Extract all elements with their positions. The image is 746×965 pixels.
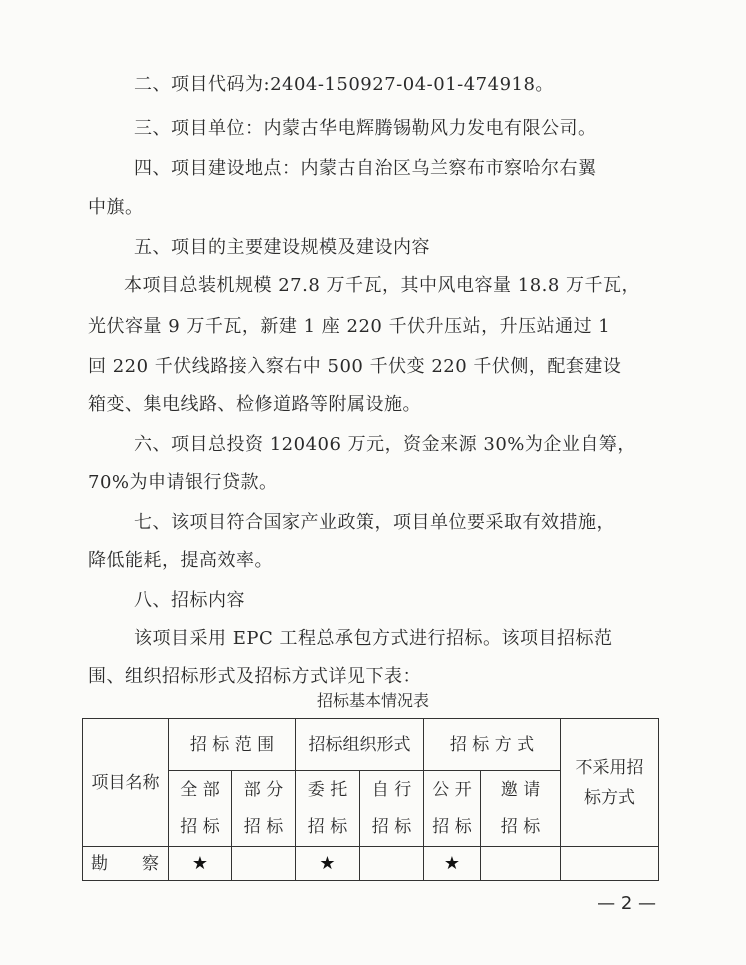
bid-info-table xyxy=(82,718,659,881)
paragraph-scale-line3: 回 220 千伏线路接入察右中 500 千伏变 220 千伏侧，配套建设 xyxy=(88,356,622,377)
paragraph-scale-heading: 五、项目的主要建设规模及建设内容 xyxy=(134,237,430,258)
paragraph-bid-line2: 围、组织招标形式及招标方式详见下表： xyxy=(88,666,421,687)
paragraph-bid-heading: 八、招标内容 xyxy=(134,590,245,611)
invite-bid-header-2: 招 标 xyxy=(481,809,561,847)
paragraph-investment-line1: 六、项目总投资 120406 万元，资金来源 30%为企业自筹， xyxy=(134,434,636,455)
paragraph-bid-line1: 该项目采用 EPC 工程总承包方式进行招标。该项目招标范 xyxy=(134,628,613,649)
table-caption: 招标基本情况表 xyxy=(316,691,429,710)
star-mark-open: ★ xyxy=(424,847,481,881)
page-number: — 2 — xyxy=(597,893,656,914)
star-mark-entrust: ★ xyxy=(296,847,360,881)
entrust-bid-header: 委 托 xyxy=(296,771,360,809)
organization-header: 招标组织形式 xyxy=(296,719,424,771)
paragraph-scale-line2: 光伏容量 9 万千瓦，新建 1 座 220 千伏升压站，升压站通过 1 xyxy=(88,316,611,337)
full-bid-header-2: 招 标 xyxy=(169,809,232,847)
entrust-bid-header-2: 招 标 xyxy=(296,809,360,847)
not-used-header: 不采用招 标方式 xyxy=(561,719,659,847)
self-bid-header-2: 招 标 xyxy=(360,809,424,847)
paragraph-location-line2: 中旗。 xyxy=(88,197,144,218)
empty-cell xyxy=(232,847,296,881)
star-mark-full-bid: ★ xyxy=(169,847,232,881)
partial-bid-header-2: 招 标 xyxy=(232,809,296,847)
open-bid-header: 公 开 xyxy=(424,771,481,809)
self-bid-header: 自 行 xyxy=(360,771,424,809)
paragraph-policy-line2: 降低能耗，提高效率。 xyxy=(88,550,273,571)
table-row xyxy=(83,847,659,881)
partial-bid-header: 部 分 xyxy=(232,771,296,809)
paragraph-policy-line1: 七、该项目符合国家产业政策，项目单位要采取有效措施， xyxy=(134,512,615,533)
paragraph-project-code: 二、项目代码为:2404-150927-04-01-474918。 xyxy=(134,74,554,95)
project-name-header: 项目名称 xyxy=(83,719,169,847)
empty-cell xyxy=(360,847,424,881)
paragraph-investment-line2: 70%为申请银行贷款。 xyxy=(88,472,278,493)
table-header-row xyxy=(83,719,659,771)
method-header: 招 标 方 式 xyxy=(424,719,561,771)
paragraph-project-unit: 三、项目单位：内蒙古华电辉腾锡勒风力发电有限公司。 xyxy=(134,118,597,139)
empty-cell xyxy=(481,847,561,881)
full-bid-header: 全 部 xyxy=(169,771,232,809)
paragraph-scale-line4: 箱变、集电线路、检修道路等附属设施。 xyxy=(88,394,421,415)
row-name-survey: 勘 察 xyxy=(83,847,169,881)
paragraph-location-line1: 四、项目建设地点：内蒙古自治区乌兰察布市察哈尔右翼 xyxy=(134,158,597,179)
empty-cell xyxy=(561,847,659,881)
invite-bid-header: 邀 请 xyxy=(481,771,561,809)
paragraph-scale-line1: 本项目总装机规模 27.8 万千瓦，其中风电容量 18.8 万千瓦， xyxy=(124,275,641,296)
scope-header: 招 标 范 围 xyxy=(169,719,296,771)
open-bid-header-2: 招 标 xyxy=(424,809,481,847)
